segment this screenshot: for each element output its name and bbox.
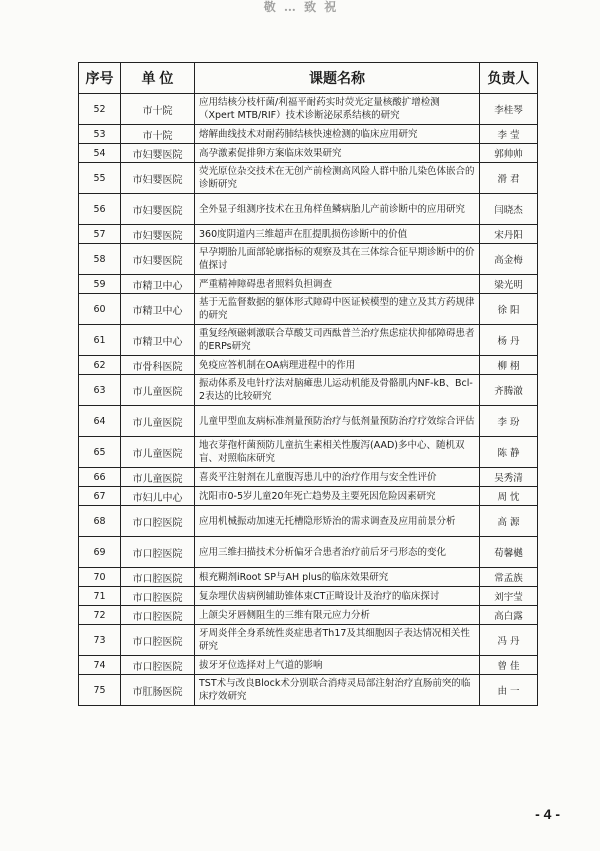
row-unit: 市口腔医院 (121, 625, 195, 656)
table-row (79, 244, 538, 275)
row-unit: 市妇婴医院 (121, 225, 195, 244)
header-unit: 单 位 (121, 63, 195, 94)
row-number: 57 (79, 225, 121, 244)
row-title: 应用三维扫描技术分析偏牙合患者治疗前后牙弓形态的变化 (195, 537, 480, 568)
row-unit: 市口腔医院 (121, 537, 195, 568)
row-unit: 市妇婴医院 (121, 244, 195, 275)
row-number: 62 (79, 356, 121, 375)
table-row (79, 675, 538, 706)
row-number: 63 (79, 375, 121, 406)
row-number: 52 (79, 94, 121, 125)
row-title: 振动体系及电针疗法对脑瘫患儿运动机能及骨骼肌内NF-kB、Bcl-2表达的比较研究 (195, 375, 480, 406)
row-number: 71 (79, 587, 121, 606)
row-title: 全外显子组测序技术在丑角样鱼鳞病胎儿产前诊断中的应用研究 (195, 194, 480, 225)
row-number: 64 (79, 406, 121, 437)
row-lead: 常孟族 (480, 568, 538, 587)
row-lead: 荀馨樾 (480, 537, 538, 568)
row-lead: 杨 丹 (480, 325, 538, 356)
row-lead: 冯 丹 (480, 625, 538, 656)
table-row (79, 468, 538, 487)
row-number: 61 (79, 325, 121, 356)
header-no: 序号 (79, 63, 121, 94)
row-unit: 市口腔医院 (121, 656, 195, 675)
row-unit: 市儿童医院 (121, 406, 195, 437)
table-row (79, 406, 538, 437)
row-title: 拔牙牙位选择对上气道的影响 (195, 656, 480, 675)
row-number: 67 (79, 487, 121, 506)
row-number: 55 (79, 163, 121, 194)
row-number: 68 (79, 506, 121, 537)
row-unit: 市儿童医院 (121, 375, 195, 406)
row-unit: 市妇儿中心 (121, 487, 195, 506)
row-title: 严重精神障碍患者照料负担调查 (195, 275, 480, 294)
row-lead: 齐腾澈 (480, 375, 538, 406)
row-title: 荧光原位杂交技术在无创产前检测高风险人群中胎儿染色体嵌合的诊断研究 (195, 163, 480, 194)
row-unit: 市精卫中心 (121, 325, 195, 356)
row-lead: 由 一 (480, 675, 538, 706)
table-row (79, 225, 538, 244)
row-unit: 市精卫中心 (121, 294, 195, 325)
table-row (79, 506, 538, 537)
row-title: 上颌尖牙唇侧阻生的三维有限元应力分析 (195, 606, 480, 625)
row-title: 基于无监督数据的躯体形式障碍中医证候模型的建立及其方药规律的研究 (195, 294, 480, 325)
row-lead: 闫晓杰 (480, 194, 538, 225)
table-row (79, 275, 538, 294)
row-lead: 周 忱 (480, 487, 538, 506)
table-row (79, 487, 538, 506)
table-row (79, 537, 538, 568)
row-number: 54 (79, 144, 121, 163)
row-title: 高孕激素促排卵方案临床效果研究 (195, 144, 480, 163)
row-unit: 市精卫中心 (121, 275, 195, 294)
table-row (79, 94, 538, 125)
row-unit: 市口腔医院 (121, 568, 195, 587)
row-unit: 市骨科医院 (121, 356, 195, 375)
row-unit: 市儿童医院 (121, 468, 195, 487)
table-row (79, 375, 538, 406)
table-row (79, 656, 538, 675)
table-row (79, 125, 538, 144)
row-unit: 市口腔医院 (121, 587, 195, 606)
row-number: 70 (79, 568, 121, 587)
table-row (79, 356, 538, 375)
row-unit: 市妇婴医院 (121, 144, 195, 163)
row-lead: 高金梅 (480, 244, 538, 275)
row-title: 根充糊剂iRoot SP与AH plus的临床效果研究 (195, 568, 480, 587)
row-number: 60 (79, 294, 121, 325)
row-title: 地衣芽孢杆菌预防儿童抗生素相关性腹泻(AAD)多中心、随机双盲、对照临床研究 (195, 437, 480, 468)
row-number: 56 (79, 194, 121, 225)
row-lead: 曾 佳 (480, 656, 538, 675)
row-lead: 李桂琴 (480, 94, 538, 125)
project-table (78, 62, 538, 706)
row-lead: 高 源 (480, 506, 538, 537)
row-unit: 市口腔医院 (121, 606, 195, 625)
row-title: 应用机械振动加速无托槽隐形矫治的需求调查及应用前景分析 (195, 506, 480, 537)
table-row (79, 194, 538, 225)
table-row (79, 325, 538, 356)
table-row (79, 163, 538, 194)
header-title: 课题名称 (195, 63, 480, 94)
header-lead: 负责人 (480, 63, 538, 94)
row-unit: 市十院 (121, 94, 195, 125)
row-title: 360度阴道内三维超声在肛提肌损伤诊断中的价值 (195, 225, 480, 244)
row-lead: 李 莹 (480, 125, 538, 144)
row-number: 59 (79, 275, 121, 294)
row-number: 66 (79, 468, 121, 487)
row-lead: 宋丹阳 (480, 225, 538, 244)
row-lead: 柳 栩 (480, 356, 538, 375)
table-header-row (79, 63, 538, 94)
row-unit: 市肛肠医院 (121, 675, 195, 706)
row-number: 72 (79, 606, 121, 625)
row-lead: 郭帅帅 (480, 144, 538, 163)
row-title: 重复经颅磁刺激联合草酸艾司西酞普兰治疗焦虑症状抑郁障碍患者的ERPs研究 (195, 325, 480, 356)
row-unit: 市妇婴医院 (121, 194, 195, 225)
page-number: - 4 - (535, 806, 560, 822)
row-title: 免疫应答机制在OA病理进程中的作用 (195, 356, 480, 375)
row-title: 熔解曲线技术对耐药肺结核快速检测的临床应用研究 (195, 125, 480, 144)
row-number: 69 (79, 537, 121, 568)
row-title: 牙周炎伴全身系统性炎症患者Th17及其细胞因子表达情况相关性研究 (195, 625, 480, 656)
row-lead: 滑 君 (480, 163, 538, 194)
row-lead: 徐 阳 (480, 294, 538, 325)
table-row (79, 587, 538, 606)
row-lead: 高白露 (480, 606, 538, 625)
row-unit: 市妇婴医院 (121, 163, 195, 194)
row-unit: 市口腔医院 (121, 506, 195, 537)
table-row (79, 437, 538, 468)
row-lead: 李 玢 (480, 406, 538, 437)
row-title: TST术与改良Block术分别联合消痔灵局部注射治疗直肠前突的临床疗效研究 (195, 675, 480, 706)
row-unit: 市十院 (121, 125, 195, 144)
row-number: 53 (79, 125, 121, 144)
row-title: 儿童甲型血友病标准剂量预防治疗与低剂量预防治疗疗效综合评估 (195, 406, 480, 437)
row-title: 早孕期胎儿面部轮廓指标的观察及其在三体综合征早期诊断中的价值探讨 (195, 244, 480, 275)
row-unit: 市儿童医院 (121, 437, 195, 468)
header-stamp: 敬 … 致 祝 (263, 0, 339, 14)
table-row (79, 606, 538, 625)
row-lead: 陈 静 (480, 437, 538, 468)
table-row (79, 144, 538, 163)
row-number: 58 (79, 244, 121, 275)
row-number: 65 (79, 437, 121, 468)
row-number: 73 (79, 625, 121, 656)
row-title: 喜炎平注射剂在儿童腹泻患儿中的治疗作用与安全性评价 (195, 468, 480, 487)
row-title: 复杂埋伏齿病例辅助锥体束CT正畸设计及治疗的临床探讨 (195, 587, 480, 606)
table-row (79, 294, 538, 325)
row-number: 75 (79, 675, 121, 706)
row-title: 沈阳市0-5岁儿童20年死亡趋势及主要死因危险因素研究 (195, 487, 480, 506)
row-lead: 梁光明 (480, 275, 538, 294)
row-number: 74 (79, 656, 121, 675)
row-lead: 吴秀清 (480, 468, 538, 487)
row-title: 应用结核分枝杆菌/利福平耐药实时荧光定量核酸扩增检测（Xpert MTB/RIF）技术诊断泌尿系结核的研究 (195, 94, 480, 125)
table-row (79, 568, 538, 587)
table-row (79, 625, 538, 656)
row-lead: 刘宇莹 (480, 587, 538, 606)
